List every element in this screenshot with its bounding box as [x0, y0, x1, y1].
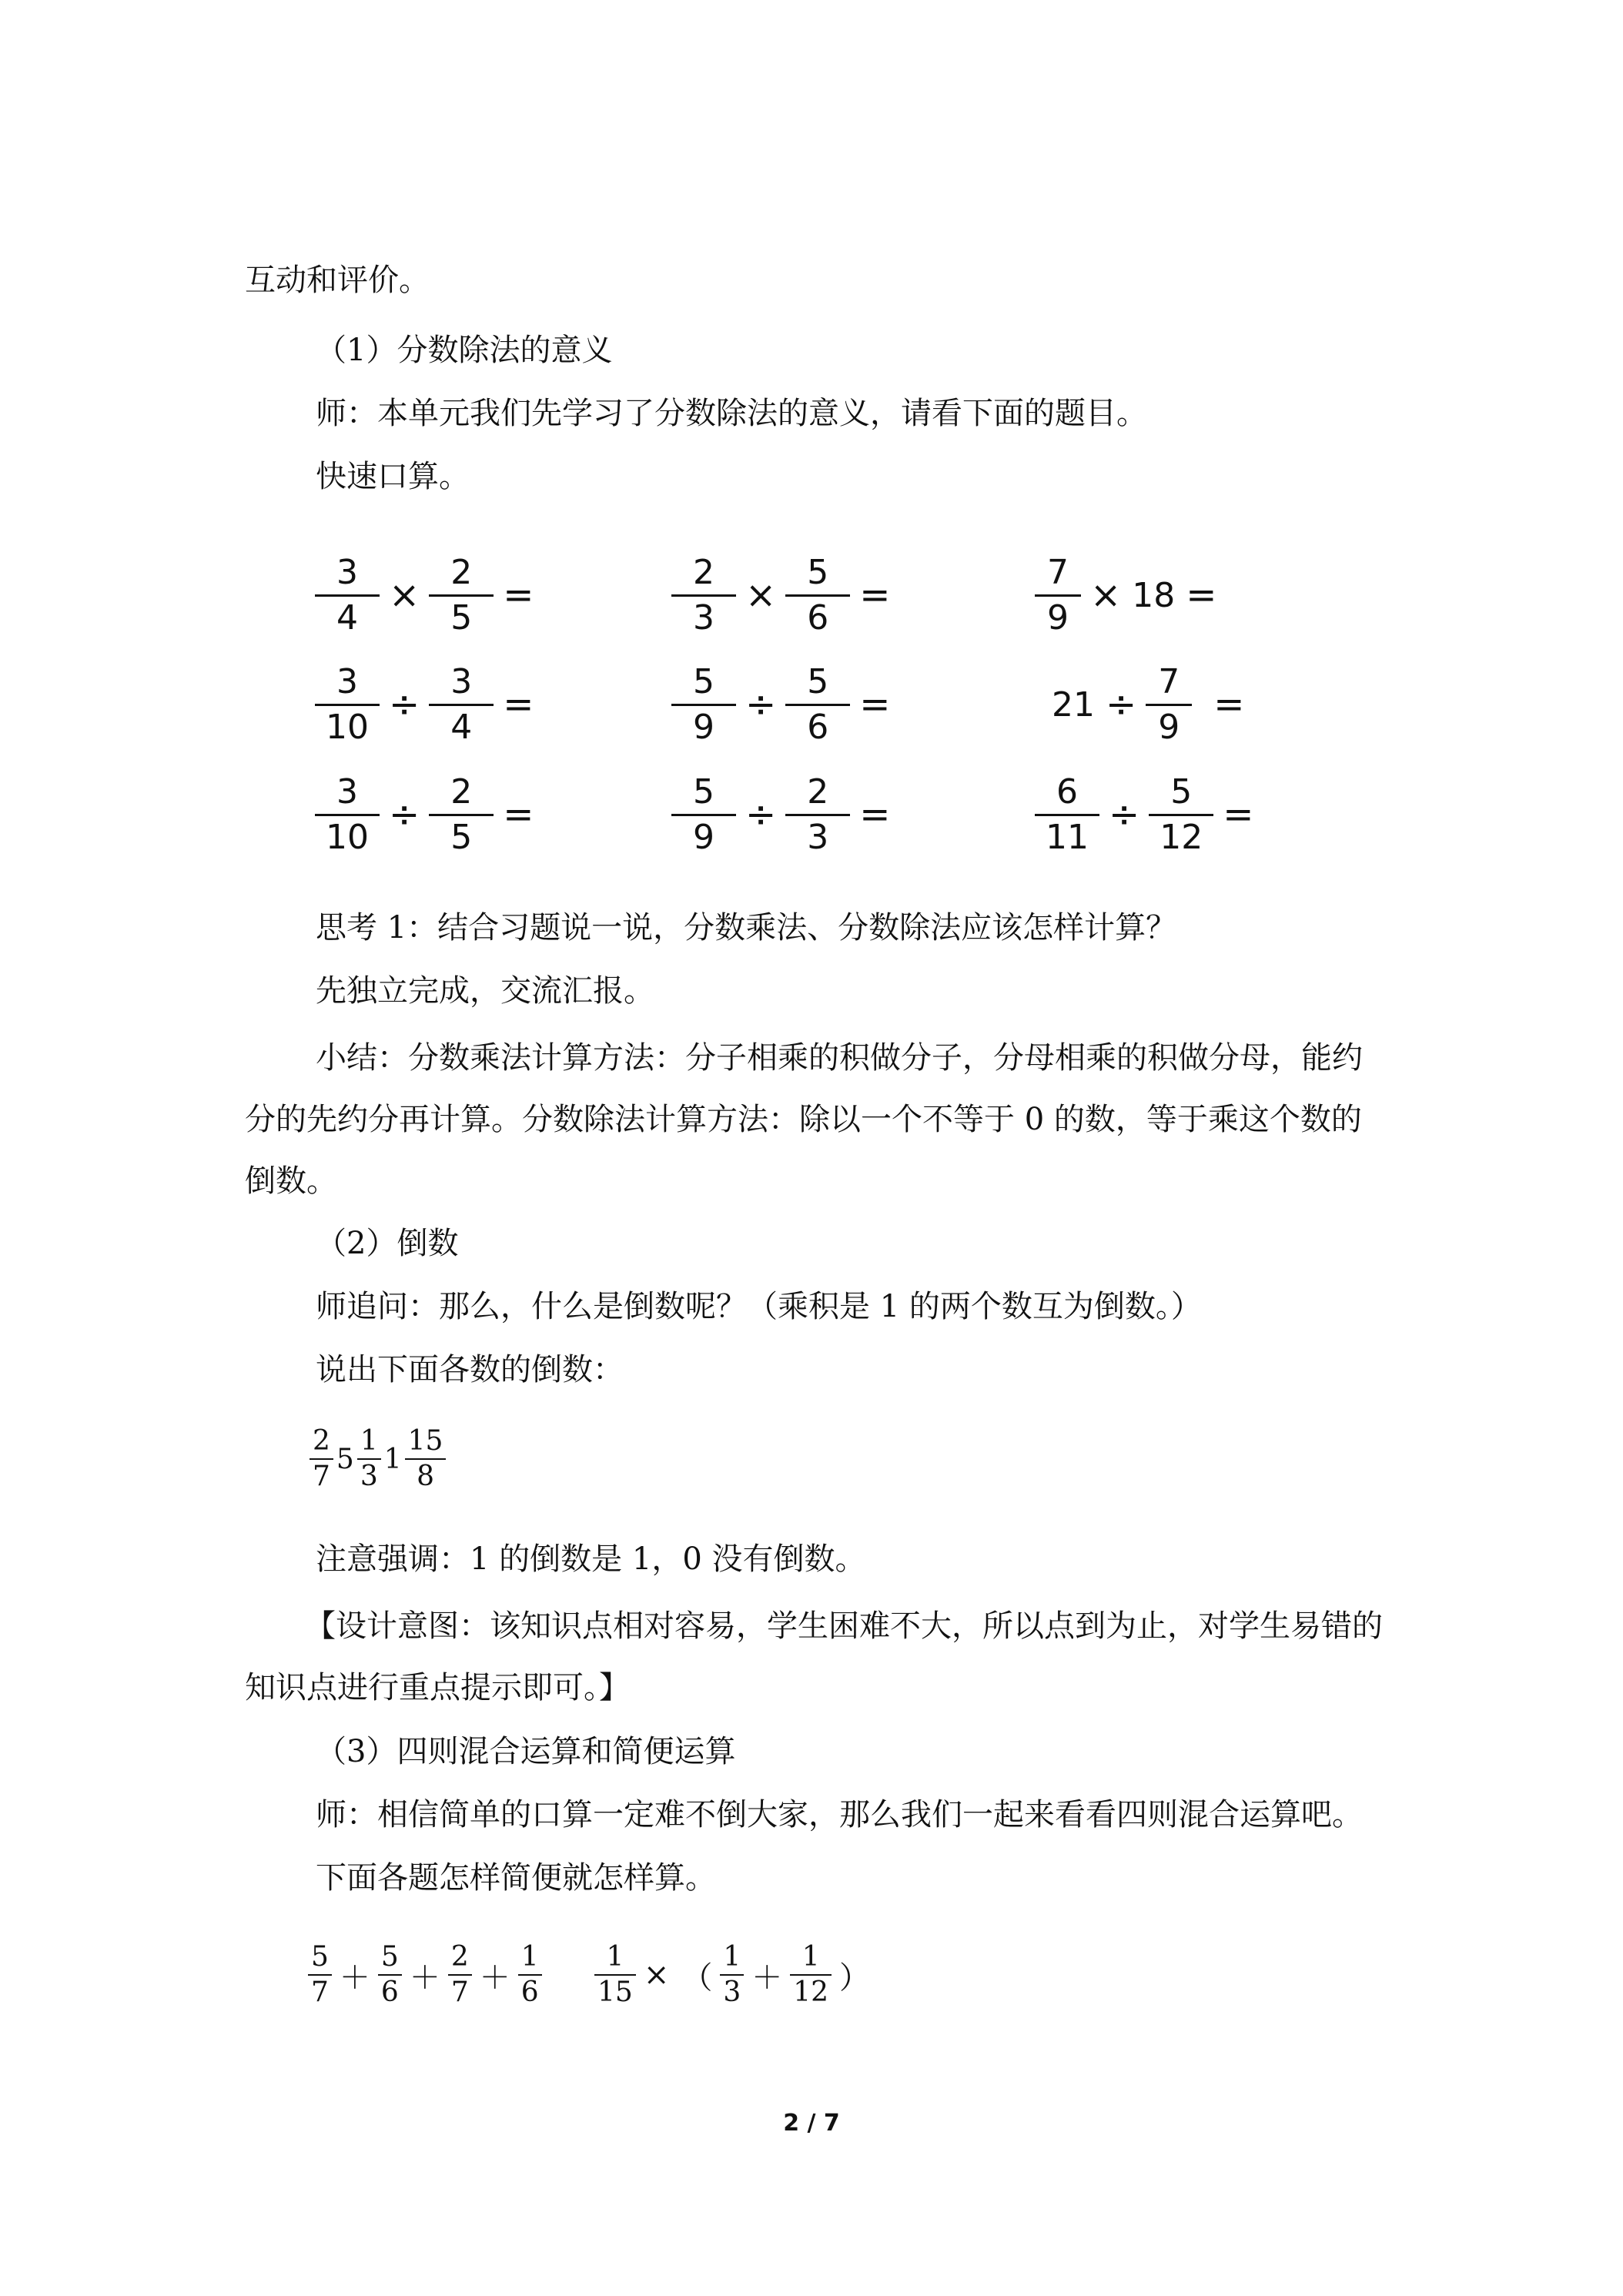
numerator: 7: [1047, 552, 1069, 592]
fraction: [518, 1940, 542, 2010]
integer: 18: [1132, 575, 1176, 615]
fraction: [448, 1940, 472, 2010]
expression: [306, 1940, 544, 2010]
fraction: [785, 661, 850, 749]
equation: [668, 545, 896, 645]
divide-sign: ÷: [1109, 793, 1140, 836]
denominator: 4: [336, 597, 358, 638]
denominator: 11: [1046, 817, 1089, 857]
numerator: 1: [801, 1941, 820, 1973]
denominator: 7: [450, 1976, 469, 2008]
numerator: 3: [336, 771, 358, 812]
denominator: 10: [326, 707, 369, 747]
integer: 1: [383, 1443, 402, 1475]
denominator: 15: [597, 1976, 633, 2008]
fraction: [429, 771, 494, 859]
section-heading: （3）四则混合运算和简便运算: [316, 1734, 736, 1769]
plus-sign: ＋: [479, 1960, 510, 1996]
right-paren: ）: [839, 1960, 871, 1996]
text-line: 说出下面各数的倒数：: [316, 1352, 624, 1387]
denominator: 9: [693, 707, 714, 747]
equals-sign: =: [1186, 574, 1217, 617]
fraction: [785, 771, 850, 859]
divide-sign: ÷: [389, 683, 420, 726]
fraction: [671, 771, 736, 859]
reciprocal-list: [308, 1424, 447, 1494]
text-line: 下面各题怎样简便就怎样算。: [316, 1860, 716, 1896]
fraction: [1035, 551, 1081, 640]
denominator: 3: [723, 1976, 741, 2008]
equation: [1032, 545, 1223, 645]
denominator: 6: [807, 707, 829, 747]
numerator: 1: [723, 1941, 741, 1973]
text-line: 互动和评价。: [245, 263, 430, 298]
fraction: [1146, 661, 1192, 749]
numerator: 3: [336, 661, 358, 701]
equation: [312, 545, 540, 645]
numerator: 1: [520, 1941, 539, 1973]
times-sign: ×: [389, 574, 420, 617]
plus-sign: ＋: [339, 1960, 370, 1996]
equals-sign: =: [859, 574, 891, 617]
equals-sign: =: [503, 793, 534, 836]
section-heading: （2）倒数: [316, 1226, 459, 1261]
text-line: 思考 1：结合习题说一说，分数乘法、分数除法应该怎样计算？: [316, 910, 1177, 946]
text-line: 注意强调：1 的倒数是 1，0 没有倒数。: [316, 1541, 866, 1577]
numerator: 5: [380, 1941, 399, 1973]
fraction: [308, 1940, 332, 2010]
equals-sign: =: [859, 683, 891, 726]
page-number: 2 / 7: [783, 2110, 840, 2137]
denominator: 10: [326, 817, 369, 857]
numerator: 1: [360, 1425, 378, 1457]
fraction: [310, 1424, 333, 1494]
numerator: 2: [450, 552, 473, 592]
left-paren: （: [681, 1960, 713, 1996]
text-line: 师：本单元我们先学习了分数除法的意义，请看下面的题目。: [316, 396, 1147, 431]
integer: 5: [336, 1443, 354, 1475]
denominator: 12: [793, 1976, 829, 2008]
fraction: [357, 1424, 381, 1494]
divide-sign: ÷: [389, 793, 420, 836]
equals-sign: =: [859, 793, 891, 836]
fraction: [671, 661, 736, 749]
equation: [1047, 654, 1250, 755]
numerator: 1: [606, 1941, 624, 1973]
numerator: 5: [1170, 771, 1193, 812]
numerator: 2: [693, 552, 714, 592]
numerator: 15: [407, 1425, 443, 1457]
numerator: 5: [693, 661, 714, 701]
equation: [312, 654, 540, 755]
fraction: [785, 551, 850, 640]
times-sign: ×: [643, 1957, 670, 1993]
fraction: [429, 661, 494, 749]
fraction: [594, 1940, 636, 2010]
denominator: 7: [313, 1461, 330, 1492]
text-line: 快速口算。: [316, 459, 470, 494]
design-note: 【设计意图：该知识点相对容易，学生困难不大，所以点到为止，对学生易错的知识点进行重点提示即可。】: [245, 1608, 1383, 1705]
denominator: 3: [360, 1461, 378, 1492]
fraction: [315, 771, 380, 859]
numerator: 2: [450, 1941, 469, 1973]
fraction: [671, 551, 736, 640]
fraction: [720, 1940, 744, 2010]
equals-sign: =: [503, 574, 534, 617]
fraction: [790, 1940, 832, 2010]
numerator: 2: [313, 1425, 330, 1457]
times-sign: ×: [745, 574, 777, 617]
numerator: 5: [807, 661, 829, 701]
numerator: 5: [807, 552, 829, 592]
denominator: 6: [380, 1976, 399, 2008]
fraction: [405, 1424, 447, 1494]
summary-paragraph: 小结：分数乘法计算方法：分子相乘的积做分子，分母相乘的积做分母，能约分的先约分再计算。分数除法计算方法：除以一个不等于 0 的数，等于乘这个数的倒数。: [245, 1040, 1363, 1199]
equals-sign: =: [1213, 683, 1245, 726]
denominator: 6: [807, 597, 829, 638]
text-line: 师追问：那么，什么是倒数呢？（乘积是 1 的两个数互为倒数。）: [316, 1289, 1202, 1324]
denominator: 3: [807, 817, 829, 857]
equals-sign: =: [503, 683, 534, 726]
plus-sign: ＋: [409, 1960, 440, 1996]
section-heading: （1）分数除法的意义: [316, 333, 613, 368]
divide-sign: ÷: [745, 793, 777, 836]
numerator: 2: [450, 771, 473, 812]
fraction: [429, 551, 494, 640]
numerator: 5: [693, 771, 714, 812]
fraction: [315, 661, 380, 749]
denominator: 4: [450, 707, 473, 747]
denominator: 6: [520, 1976, 539, 2008]
denominator: 8: [417, 1461, 434, 1492]
equals-sign: =: [1223, 793, 1254, 836]
denominator: 9: [1047, 597, 1069, 638]
numerator: 7: [1158, 661, 1180, 701]
numerator: 3: [450, 661, 473, 701]
equation: [312, 765, 540, 865]
divide-sign: ÷: [1106, 683, 1137, 726]
denominator: 5: [450, 597, 473, 638]
denominator: 7: [311, 1976, 329, 2008]
numerator: 3: [336, 552, 358, 592]
text-line: 师：相信简单的口算一定难不倒大家，那么我们一起来看看四则混合运算吧。: [316, 1797, 1363, 1832]
fraction: [378, 1940, 402, 2010]
numerator: 5: [311, 1941, 329, 1973]
divide-sign: ÷: [745, 683, 777, 726]
integer: 21: [1052, 684, 1095, 725]
numerator: 2: [807, 771, 829, 812]
denominator: 12: [1160, 817, 1203, 857]
expression: [593, 1940, 876, 2010]
times-sign: ×: [1090, 574, 1122, 617]
equation: [1032, 765, 1260, 865]
fraction: [315, 551, 380, 640]
denominator: 5: [450, 817, 473, 857]
denominator: 9: [693, 817, 714, 857]
plus-sign: ＋: [751, 1960, 783, 1996]
denominator: 3: [693, 597, 714, 638]
numerator: 6: [1056, 771, 1078, 812]
fraction: [1149, 771, 1213, 859]
fraction: [1035, 771, 1099, 859]
equation: [668, 654, 896, 755]
equation: [668, 765, 896, 865]
text-line: 先独立完成，交流汇报。: [316, 973, 654, 1009]
denominator: 9: [1158, 707, 1180, 747]
